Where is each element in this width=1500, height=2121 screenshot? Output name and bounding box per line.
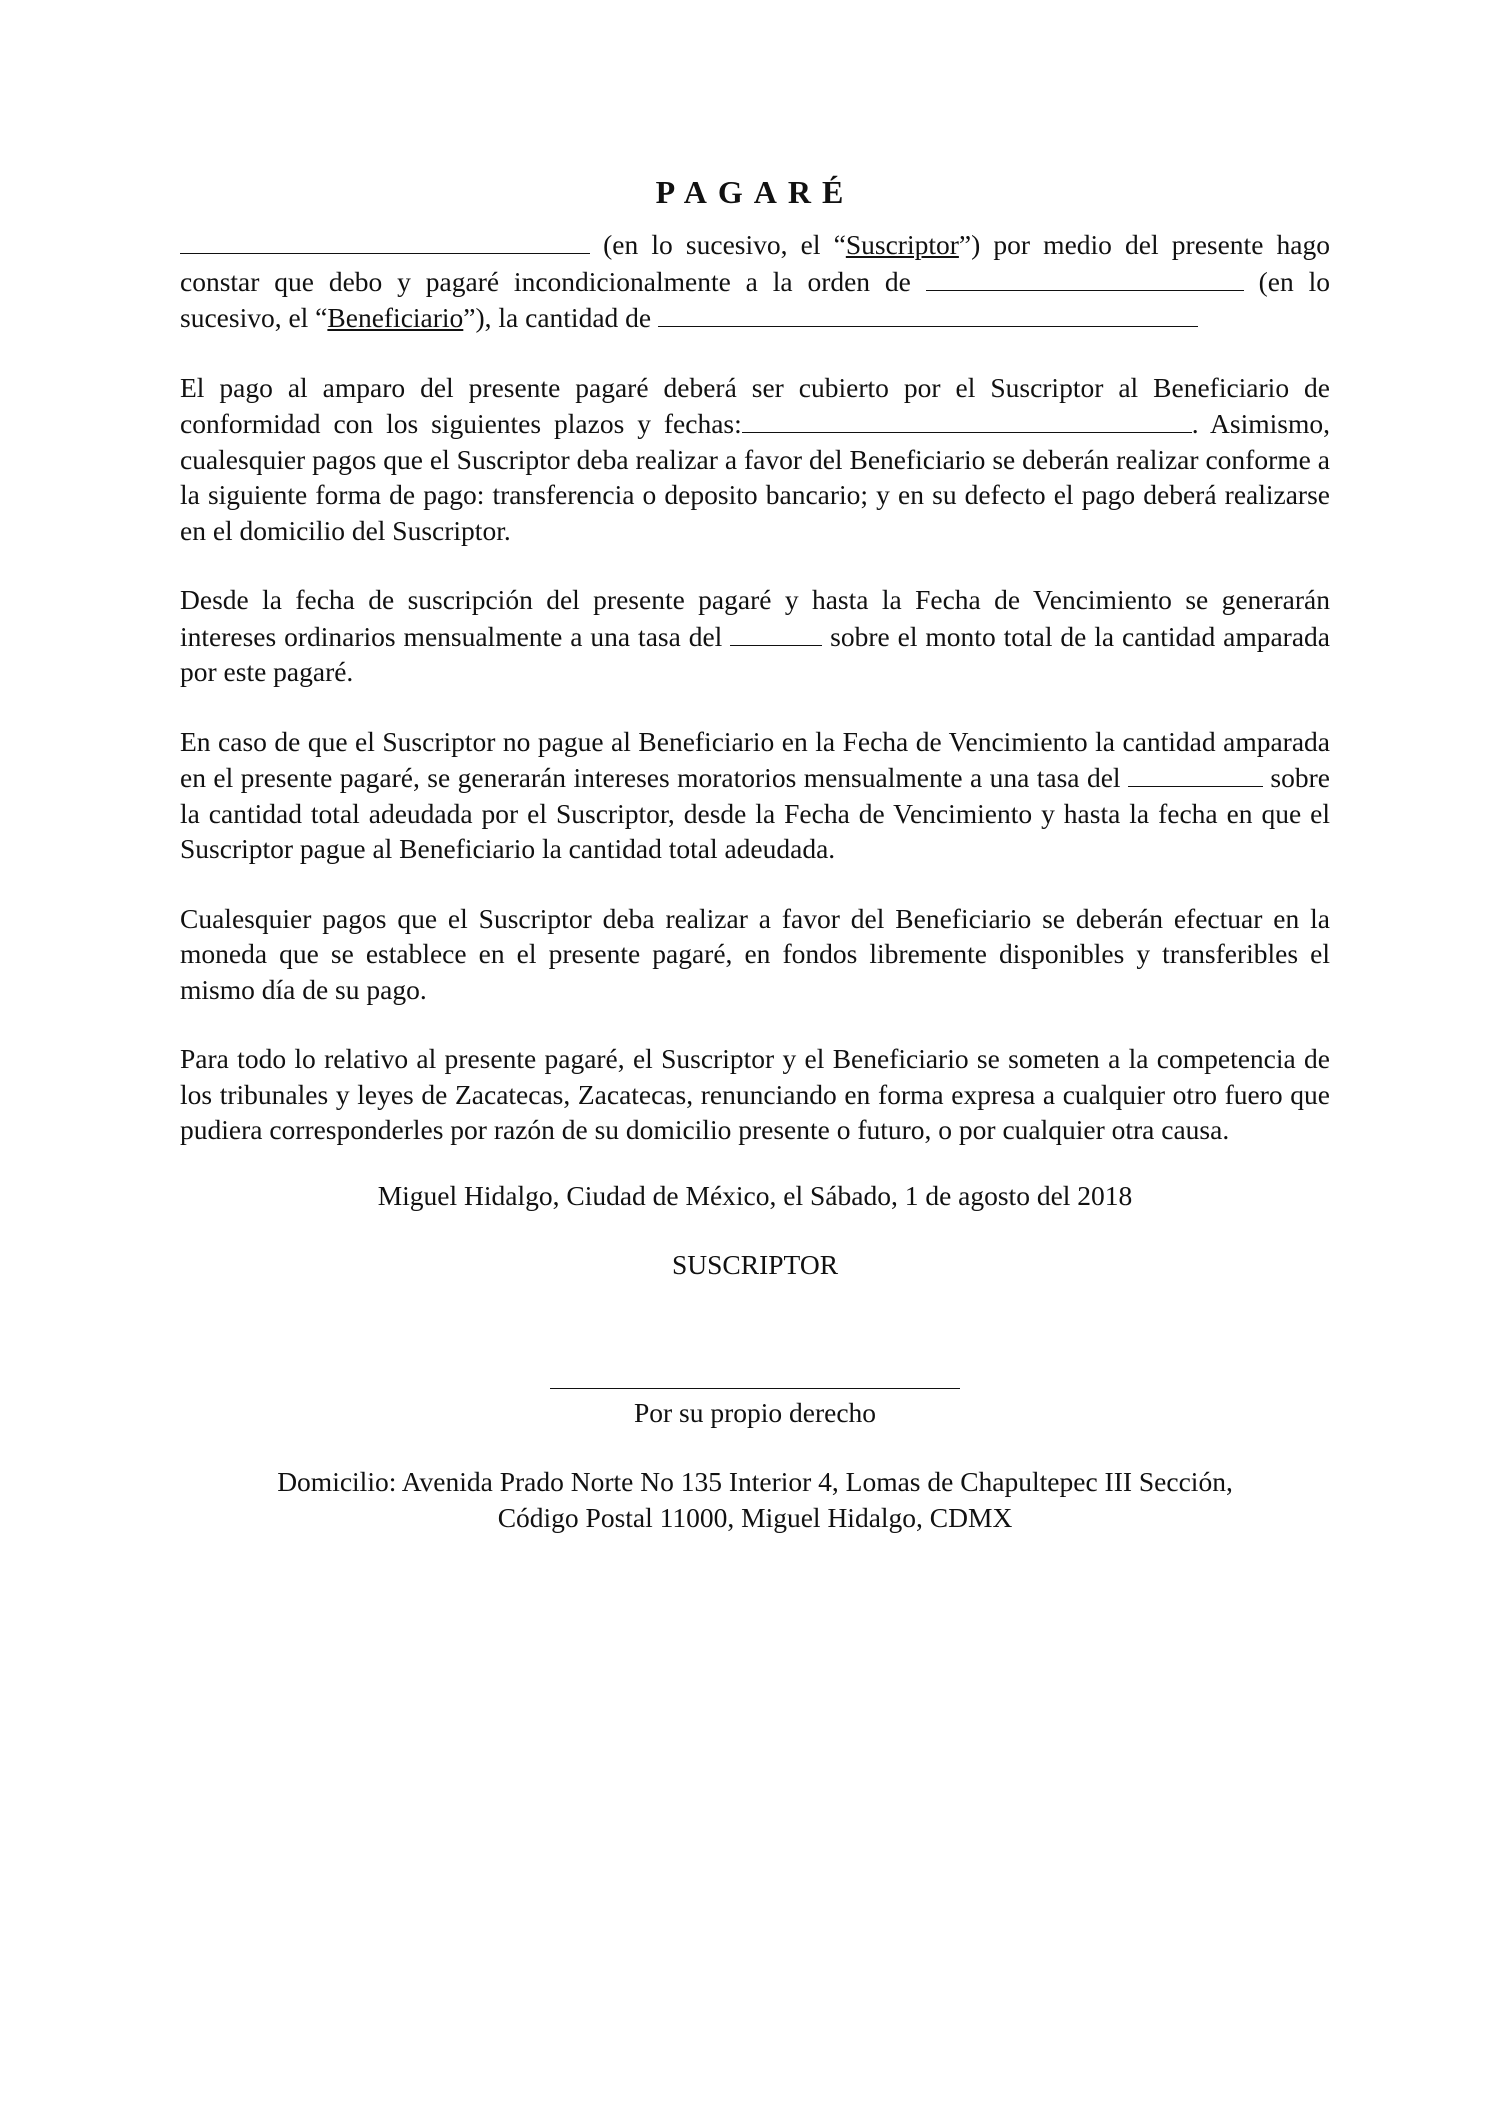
ordinary-rate-blank[interactable] (730, 618, 822, 646)
address-line-1: Domicilio: Avenida Prado Norte No 135 Interior 4, Lomas de Chapultepec III Sección, (277, 1466, 1233, 1497)
signer-heading: SUSCRIPTOR (671, 1249, 839, 1280)
place-date: Miguel Hidalgo, Ciudad de México, el Sábado, 1 de agosto del 2018 (377, 1179, 1133, 1211)
paragraph-default-interest: En caso de que el Suscriptor no pague al Beneficiario en la Fecha de Vencimiento la cantidad amparada en el presente pagaré, se generarán intereses moratorios mensualmente a una tasa del sobre la cantidad total adeudada por el Suscriptor, desde la Fecha de Vencimiento y hasta la fecha en que el Suscriptor pague al Beneficiario la cantidad total adeudada. (180, 725, 1330, 864)
paragraph-currency: Cualesquier pagos que el Suscriptor deba realizar a favor del Beneficiario se deberán efectuar en la moneda que se establece en el presente pagaré, en fondos libremente disponibles y transferibles el mismo día de su pago. (180, 902, 1330, 1005)
suscriptor-term: Suscriptor (845, 229, 959, 260)
signature-caption: Por su propio derecho (633, 1396, 877, 1428)
address-line-2: Código Postal 11000, Miguel Hidalgo, CDMX (497, 1501, 1013, 1533)
signature-line[interactable] (550, 1387, 960, 1389)
suscriptor-name-blank[interactable] (180, 226, 590, 254)
document-title: PAGARÉ (655, 174, 855, 210)
amount-blank[interactable] (658, 299, 1198, 327)
document-body (180, 172, 1330, 1535)
paragraph-ordinary-interest: Desde la fecha de suscripción del presente pagaré y hasta la Fecha de Vencimiento se generarán intereses ordinarios mensualmente a una tasa del sobre el monto total de la cantidad amparada por este pagaré. (180, 584, 1330, 687)
paragraph-parties: (en lo sucesivo, el “Suscriptor”) por medio del presente hago constar que debo y pagaré incondicionalmente a la orden de (en lo sucesivo, el “Beneficiario”), la cantidad de (180, 226, 1330, 336)
paragraph-jurisdiction: Para todo lo relativo al presente pagaré, el Suscriptor y el Beneficiario se someten a la competencia de los tribunales y leyes de Zacatecas, Zacatecas, renunciando en forma expresa a cualquier otro fuero que pudiera corresponderles por razón de su domicilio presente o futuro, o por cualquier otra causa. (180, 1043, 1330, 1145)
payment-dates-blank[interactable] (742, 405, 1192, 433)
paragraph-payment-terms: El pago al amparo del presente pagaré deberá ser cubierto por el Suscriptor al Beneficiario de conformidad con los siguientes plazos y fechas: . Asimismo, cualesquier pagos que el Suscriptor deba realizar a favor del Beneficiario se deberán realizar conforme a la siguiente forma de pago: transferencia o deposito bancario; y en su defecto el pago deberá realizarse en el domicilio del Suscriptor. (180, 371, 1330, 546)
beneficiario-term: Beneficiario (327, 302, 464, 333)
beneficiario-name-blank[interactable] (926, 263, 1244, 291)
default-rate-blank[interactable] (1128, 759, 1263, 787)
